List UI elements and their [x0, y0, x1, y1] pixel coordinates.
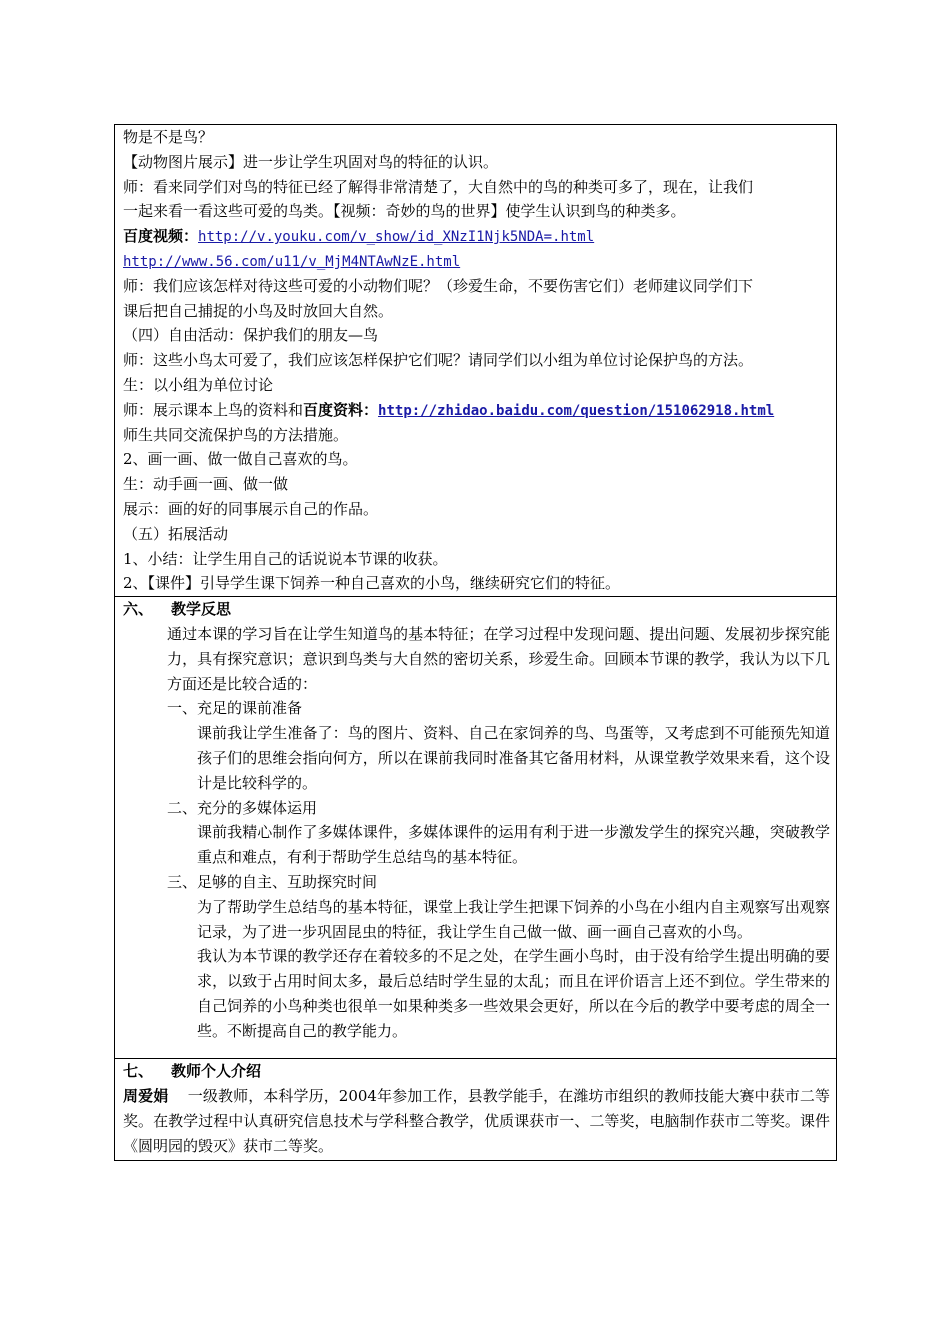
- section-title: 教学反思: [171, 600, 232, 619]
- subheading-1: 一、充足的课前准备: [167, 699, 303, 718]
- subheading-3: 三、足够的自主、互助探究时间: [167, 872, 378, 891]
- reflection-row: [115, 597, 837, 1059]
- text-line: 生：以小组为单位讨论: [123, 375, 274, 394]
- video-link-youku[interactable]: http://v.youku.com/v_show/id_XNzI1Njk5NDA=.html: [198, 229, 595, 246]
- resource-line: [123, 398, 830, 423]
- text-line: 师：我们应该怎样对待这些可爱的小动物们呢？（珍爱生命，不要伤害它们）老师建议同学们下: [123, 276, 754, 295]
- paragraph-2: 课前我精心制作了多媒体课件，多媒体课件的运用有利于进一步激发学生的探究兴趣，突破教学重点和难点，有利于帮助学生总结鸟的基本特征。: [197, 823, 830, 867]
- section-heading-reflection: [123, 597, 830, 622]
- video-line-2: [123, 249, 830, 274]
- video-label: 百度视频：: [123, 227, 199, 246]
- subheading-2: 二、充分的多媒体运用: [167, 798, 318, 817]
- section-number: 七、: [123, 1062, 154, 1081]
- text-line: 师生共同交流保护鸟的方法措施。: [123, 425, 349, 444]
- teacher-row: [115, 1059, 837, 1161]
- teacher-name: 周爱娟: [123, 1086, 169, 1105]
- text-line: 【动物图片展示】进一步让学生巩固对鸟的特征的认识。: [123, 152, 499, 171]
- reflection-intro: 通过本课的学习旨在让学生知道鸟的基本特征；在学习过程中发现问题、提出问题、发展初步探究能力，具有探究意识；意识到鸟类与大自然的密切关系，珍爱生命。回顾本节课的教学，我认为以下几方面还是比较合适的：: [167, 624, 830, 693]
- text-line: 师：这些小鸟太可爱了，我们应该怎样保护它们呢？请同学们以小组为单位讨论保护鸟的方法。: [123, 351, 754, 370]
- text-line: 生：动手画一画、做一做: [123, 475, 289, 494]
- teacher-cell: [115, 1059, 837, 1161]
- lesson-plan-table: [114, 124, 837, 1161]
- paragraph-1: 课前我让学生准备了：鸟的图片、资料、自己在家饲养的鸟、鸟蛋等，又考虑到不可能预先知道孩子们的思维会指向何方，所以在课前我同时准备其它备用材料，从课堂教学效果来看，这个设计是比较科学的。: [197, 724, 830, 792]
- text-line: 2、画一画、做一做自己喜欢的鸟。: [123, 450, 358, 469]
- text-line: 课后把自己捕捉的小鸟及时放回大自然。: [123, 301, 394, 320]
- text-line: 2、【课件】引导学生课下饲养一种自己喜欢的小鸟，继续研究它们的特征。: [123, 574, 621, 593]
- paragraph-3: 为了帮助学生总结鸟的基本特征，课堂上我让学生把课下饲养的小鸟在小组内自主观察写出观察记录，为了进一步巩固昆虫的特征，我让学生自己做一做、画一画自己喜欢的小鸟。: [197, 897, 830, 941]
- resource-label: 百度资料：: [303, 400, 379, 419]
- paragraph-4: 我认为本节课的教学还存在着较多的不足之处，在学生画小鸟时，由于没有给学生提出明确的要求，以致于占用时间太多，最后总结时学生显的太乱；而且在评价语言上还不到位。学生带来的自己饲养的小鸟种类也很单一如果种类多一些效果会更好，所以在今后的教学中要考虑的周全一些。不断提高自己的教学能力。: [197, 947, 830, 1040]
- teacher-bio: [123, 1084, 830, 1158]
- section-heading-teacher: [123, 1059, 830, 1084]
- text-line: 展示：画的好的同事展示自己的作品。: [123, 499, 379, 518]
- teacher-bio-text: 一级教师，本科学历，2004年参加工作，县教学能手，在潍坊市组织的教师技能大赛中获市二等奖。在教学过程中认真研究信息技术与学科整合教学，优质课获市一、二等奖，电脑制作获市二等奖。课件《圆明园的毁灭》获市二等奖。: [123, 1086, 830, 1155]
- text-line: 物是不是鸟？: [123, 128, 214, 146]
- text-line: 1、小结：让学生用自己的话说说本节课的收获。: [123, 549, 448, 568]
- text-line: （四）自由活动：保护我们的朋友—鸟: [123, 326, 379, 345]
- reflection-cell: [115, 597, 837, 1059]
- resource-link-baidu[interactable]: http://zhidao.baidu.com/question/151062918.html: [378, 402, 775, 419]
- video-link-56[interactable]: http://www.56.com/u11/v_MjM4NTAwNzE.html: [123, 253, 461, 270]
- lesson-part-cell: [115, 125, 837, 597]
- text-line: 师：看来同学们对鸟的特征已经了解得非常清楚了，大自然中的鸟的种类可多了，现在，让我们: [123, 177, 754, 196]
- lesson-part-row: [115, 125, 837, 597]
- section-number: 六、: [123, 600, 154, 619]
- resource-prefix: 师：展示课本上鸟的资料和: [123, 400, 304, 419]
- video-line: [123, 224, 830, 249]
- section-title: 教师个人介绍: [171, 1062, 262, 1081]
- text-line: 一起来看一看这些可爱的鸟类。【视频：奇妙的鸟的世界】使学生认识到鸟的种类多。: [123, 202, 686, 221]
- text-line: （五）拓展活动: [123, 524, 229, 543]
